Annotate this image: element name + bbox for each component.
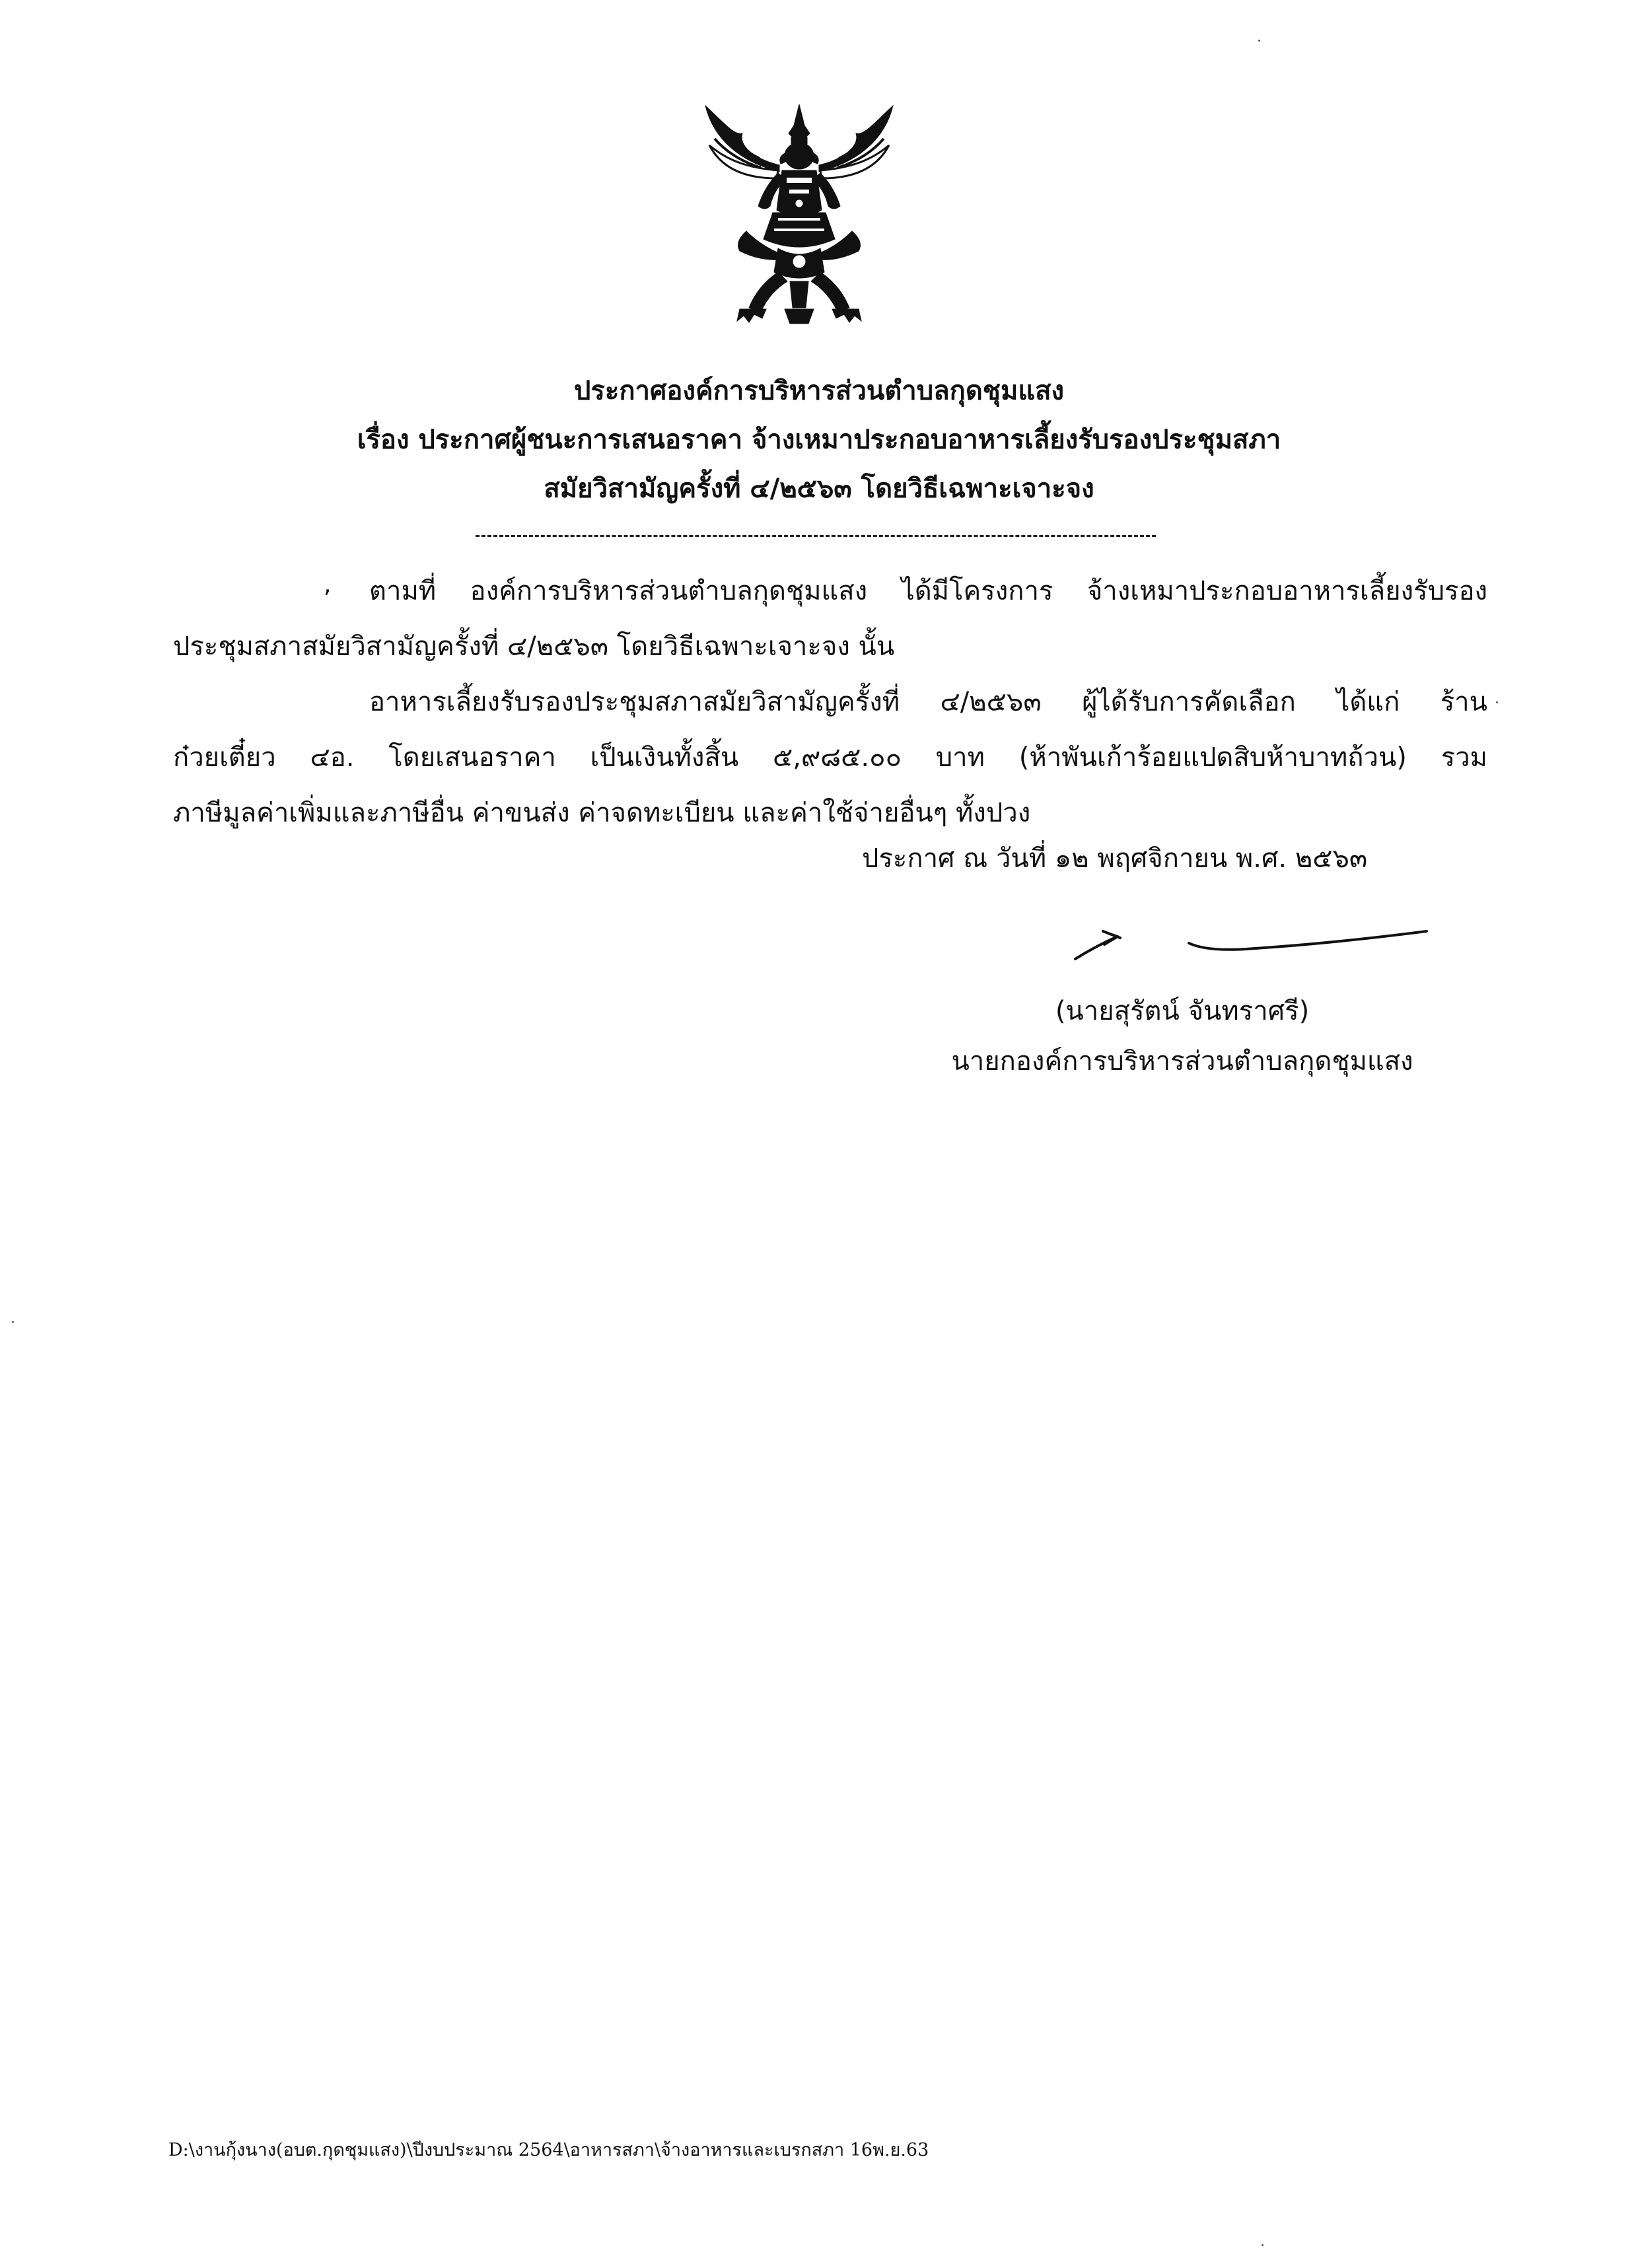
signer-name: (นายสุรัตน์ จันทราศรี) bbox=[1055, 996, 1310, 1026]
scan-speck bbox=[1262, 2244, 1264, 2246]
paragraph-2-line-3: ภาษีมูลค่าเพิ่มและภาษีอื่น ค่าขนส่ง ค่าจดทะเบียน และค่าใช้จ่ายอื่นๆ ทั้งปวง bbox=[173, 798, 1031, 828]
paragraph-1-line-1: ตามที่ องค์การบริหารส่วนตำบลกุดชุมแสง ได้มีโครงการ จ้างเหมาประกอบอาหารเลี้ยงรับรอง bbox=[369, 576, 1487, 606]
footer-file-path: D:\งานกุ้งนาง(อบต.กุดชุมแสง)\ปีงบประมาณ 2564\อาหารสภา\จ้างอาหารและเบรกสภา 16พ.ย.63 bbox=[168, 2140, 929, 2160]
paragraph-1-line-2: ประชุมสภาสมัยวิสามัญครั้งที่ ๔/๒๕๖๓ โดยวิธีเฉพาะเจาะจง นั้น bbox=[173, 631, 895, 662]
paragraph-2-line-2: ก๋วยเตี๋ยว ๔อ. โดยเสนอราคา เป็นเงินทั้งสิ้น ๕,๙๘๕.๐๐ บาท (ห้าพันเก้าร้อยแปดสิบห้าบาทถ้วน) รวม bbox=[173, 742, 1487, 773]
paragraph-2 bbox=[173, 674, 1487, 841]
header-session: สมัยวิสามัญครั้งที่ ๔/๒๕๖๓ โดยวิธีเฉพาะเจาะจง bbox=[544, 474, 1094, 504]
header-subject: เรื่อง ประกาศผู้ชนะการเสนอราคา จ้างเหมาประกอบอาหารเลี้ยงรับรองประชุมสภา bbox=[357, 425, 1281, 455]
handwritten-signature bbox=[1057, 905, 1440, 977]
garuda-emblem-icon bbox=[700, 99, 898, 337]
document-header bbox=[132, 367, 1506, 513]
header-divider bbox=[476, 535, 1156, 537]
scan-speck bbox=[1496, 701, 1498, 703]
scan-speck bbox=[12, 1321, 14, 1323]
paragraph-1 bbox=[173, 563, 1487, 674]
announcement-date: ประกาศ ณ วันที่ ๑๒ พฤศจิกายน พ.ศ. ๒๕๖๓ bbox=[862, 843, 1368, 874]
signer-title: นายกองค์การบริหารส่วนตำบลกุดชุมแสง bbox=[951, 1046, 1413, 1077]
scan-speck bbox=[1258, 40, 1260, 42]
paragraph-2-line-1: อาหารเลี้ยงรับรองประชุมสภาสมัยวิสามัญครั้งที่ ๔/๒๕๖๓ ผู้ได้รับการคัดเลือก ได้แก่ ร้าน bbox=[369, 687, 1487, 717]
handwritten-tick-mark: , bbox=[324, 571, 332, 598]
header-title: ประกาศองค์การบริหารส่วนตำบลกุดชุมแสง bbox=[573, 376, 1065, 406]
